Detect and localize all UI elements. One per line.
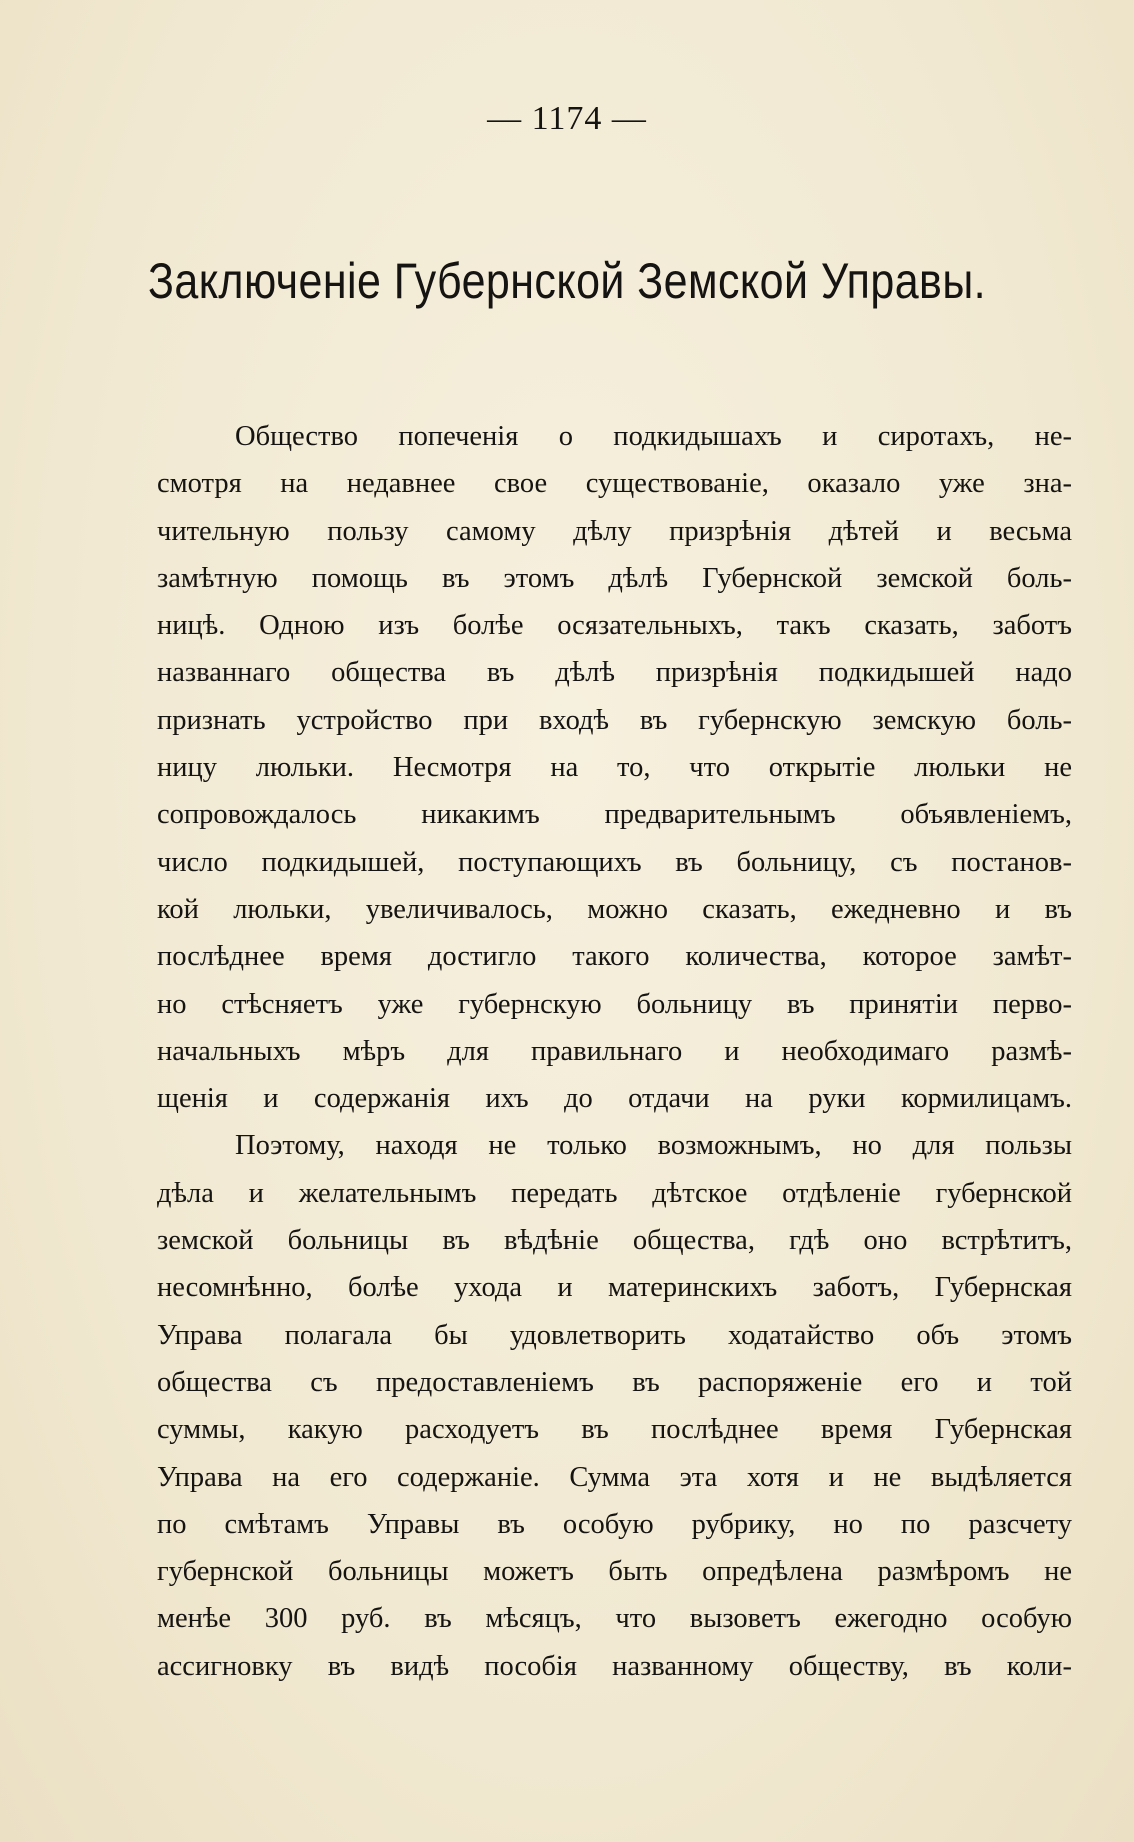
text-line: сопровождалось никакимъ предварительнымъ объявленіемъ,	[157, 799, 1072, 831]
text-line: щенія и содержанія ихъ до отдачи на руки кормилицамъ.	[157, 1083, 1072, 1115]
text-line: губернской больницы можетъ быть опредѣлена размѣромъ не	[157, 1556, 1072, 1588]
text-line: ассигновку въ видѣ пособія названному обществу, въ коли-	[157, 1650, 1072, 1682]
text-line: земской больницы въ вѣдѣніе общества, гдѣ оно встрѣтитъ,	[157, 1225, 1072, 1257]
text-line: ницѣ. Одною изъ болѣе осязательныхъ, такъ сказать, заботъ	[157, 610, 1072, 642]
text-line: суммы, какую расходуетъ въ послѣднее время Губернская	[157, 1414, 1072, 1446]
text-line: признать устройство при входѣ въ губернскую земскую боль-	[157, 704, 1072, 736]
body-text	[157, 413, 1072, 1690]
text-line: начальныхъ мѣръ для правильнаго и необходимаго размѣ-	[157, 1035, 1072, 1067]
text-line: число подкидышей, поступающихъ въ больницу, съ постанов-	[157, 846, 1072, 878]
text-line: Управа на его содержаніе. Сумма эта хотя и не выдѣляется	[157, 1461, 1072, 1493]
text-line: несомнѣнно, болѣе ухода и материнскихъ заботъ, Губернская	[157, 1272, 1072, 1304]
text-line: ницу люльки. Несмотря на то, что открытіе люльки не	[157, 752, 1072, 784]
text-line: чительную пользу самому дѣлу призрѣнія дѣтей и весьма	[157, 515, 1072, 547]
page-number: — 1174 —	[487, 100, 647, 137]
text-line: послѣднее время достигло такого количества, которое замѣт-	[157, 941, 1072, 973]
text-line: названнаго общества въ дѣлѣ призрѣнія подкидышей надо	[157, 657, 1072, 689]
text-line: но стѣсняетъ уже губернскую больницу въ принятіи перво-	[157, 988, 1072, 1020]
text-line: Поэтому, находя не только возможнымъ, но для пользы	[235, 1130, 1072, 1162]
text-line: смотря на недавнее свое существованіе, оказало уже зна-	[157, 468, 1072, 500]
text-line: Управа полагала бы удовлетворить ходатайство объ этомъ	[157, 1319, 1072, 1351]
text-line: дѣла и желательнымъ передать дѣтское отдѣленіе губернской	[157, 1177, 1072, 1209]
text-line: общества съ предоставленіемъ въ распоряженіе его и той	[157, 1366, 1072, 1398]
text-line: менѣе 300 руб. въ мѣсяцъ, что вызоветъ ежегодно особую	[157, 1603, 1072, 1635]
page-title: Заключеніе Губернской Земской Управы.	[147, 253, 987, 309]
text-line: замѣтную помощь въ этомъ дѣлѣ Губернской земской боль-	[157, 562, 1072, 594]
text-line: кой люльки, увеличивалось, можно сказать, ежедневно и въ	[157, 893, 1072, 925]
text-line: по смѣтамъ Управы въ особую рубрику, но по разсчету	[157, 1508, 1072, 1540]
text-line: Общество попеченія о подкидышахъ и сиротахъ, не-	[235, 421, 1072, 452]
